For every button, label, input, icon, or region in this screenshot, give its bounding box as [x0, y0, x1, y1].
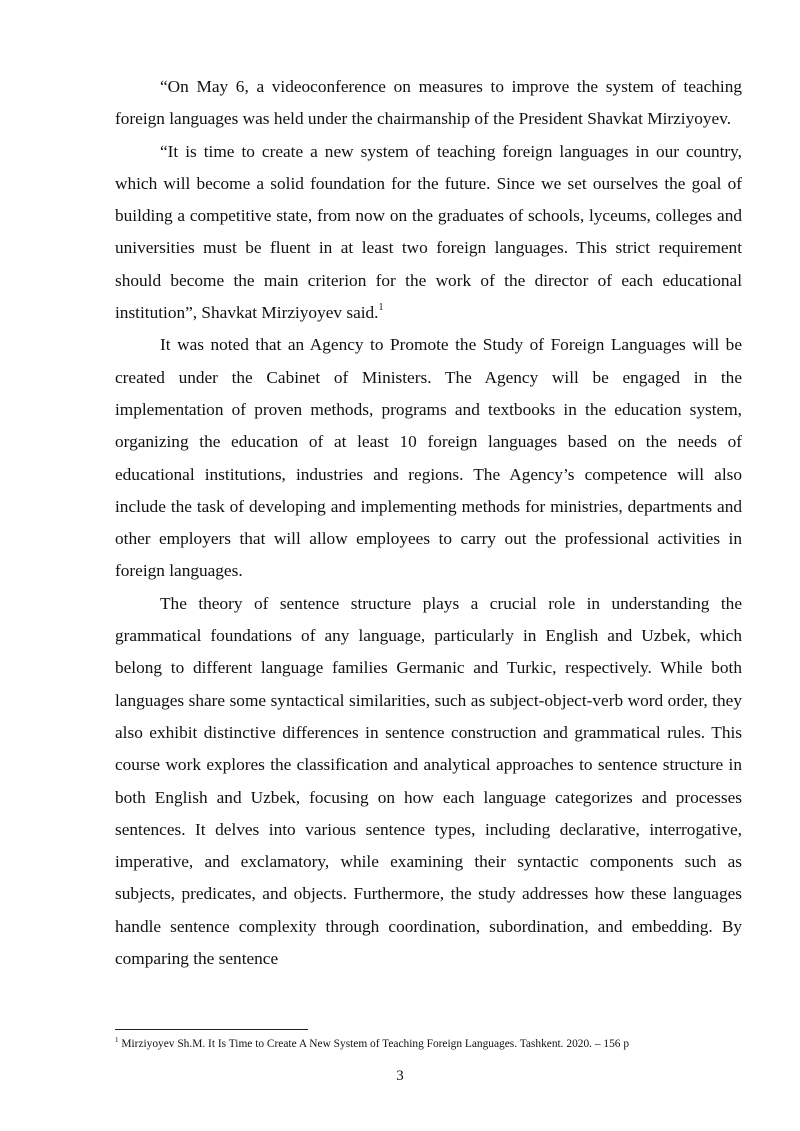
footnote-text: Mirziyoyev Sh.M. It Is Time to Create A New System of Teaching Foreign Languages. Tashkent. 2020. – 156 p	[121, 1038, 630, 1050]
body-text	[115, 71, 742, 975]
footnote	[115, 1037, 755, 1052]
paragraph-2	[115, 136, 742, 330]
paragraph-2-text: “It is time to create a new system of teaching foreign languages in our country, which will become a solid foundation for the future. Since we set ourselves the goal of building a competitive state, from now on the graduates of schools, lyceums, colleges and universities must be fluent in at least two foreign languages. This strict requirement should become the main criterion for the work of the director of each educational institution”, Shavkat Mirziyoyev said.	[115, 141, 742, 323]
footnote-reference[interactable]: 1	[378, 302, 384, 314]
paragraph-3: It was noted that an Agency to Promote the Study of Foreign Languages will be created under the Cabinet of Ministers. The Agency will be engaged in the implementation of proven methods, programs and textbooks in the education system, organizing the education of at least 10 foreign languages based on the needs of educational institutions, industries and regions. The Agency’s competence will also include the task of developing and implementing methods for ministries, departments and other employers that will allow employees to carry out the professional activities in foreign languages.	[115, 335, 742, 581]
paragraph-1: “On May 6, a videoconference on measures to improve the system of teaching foreign languages was held under the chairmanship of the President Shavkat Mirziyoyev.	[115, 77, 742, 129]
footnote-marker: 1	[115, 1036, 119, 1045]
footnote-separator	[115, 1029, 308, 1030]
page-number: 3	[396, 1068, 404, 1084]
paragraph-4: The theory of sentence structure plays a crucial role in understanding the grammatical foundations of any language, particularly in English and Uzbek, which belong to different language families Germanic and Turkic, respectively. While both languages share some syntactical similarities, such as subject-object-verb word order, they also exhibit distinctive differences in sentence construction and grammatical rules. This course work explores the classification and analytical approaches to sentence structure in both English and Uzbek, focusing on how each language categorizes and processes sentences. It delves into various sentence types, including declarative, interrogative, imperative, and exclamatory, while examining their syntactic components such as subjects, predicates, and objects. Furthermore, the study addresses how these languages handle sentence complexity through coordination, subordination, and embedding. By comparing the sentence	[115, 593, 742, 969]
